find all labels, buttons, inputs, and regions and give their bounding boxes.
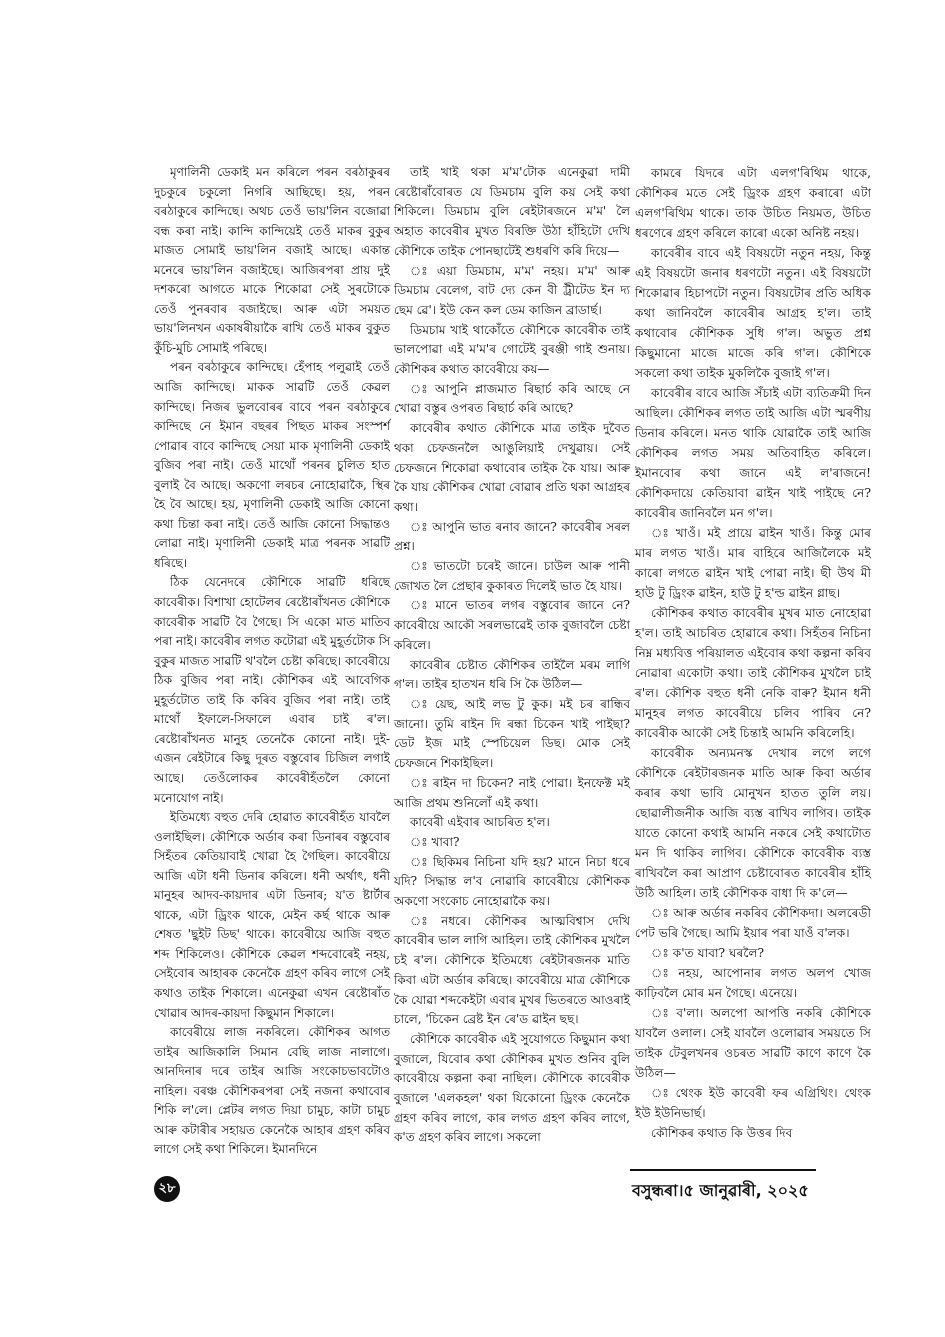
paragraph: পৰন বৰঠাকুৰে কান্দিছে। হেঁপাহ পলুৱাই তেওঁ আজি কান্দিছে। মাকক সাৱটি তেওঁ কেৱল কান্দিছে। নিজৰ ভুলবোৰৰ বাবে পৰন বৰঠাকুৰে কান্দিছে নে ইমান বছৰৰ পিছত মাকৰ সংস্পৰ্শ পোৱাৰ বাবে কান্দিছে সেয়া মাক মৃণালিনী ডেকাই বুজিব পৰা নাই। তেওঁ মাথোঁ পৰনৰ চুলিত হাত বুলাই বৈ আছে। অকণো লৰচৰ নোহোৱাকৈ, স্থিৰ হৈ বৈ আছে। হয়, মৃণালিনী ডেকাই আজি কোনো কথা চিন্তা কৰা নাই। তেওঁ আজি কোনো সিদ্ধান্তও লোৱা নাই। মৃণালিনী ডেকাই মাত্ৰ পৰনক সাৱটি ধৰিছে। xyxy=(154,360,390,570)
paragraph: ঠিক যেনেদৰে কৌশিকে সাৱটি ধৰিছে কাবেৰীক। বিশাখা হোটেলৰ ৰেষ্টোৰাঁখনত কৌশিকে কাবেৰীক সাৱটি বৈ গৈছে। সি একো মাত মাতিব পৰা নাই। কাবেৰীৰ লগত কটোৱা এই মুহূৰ্তটোক সি বুকুৰ মাজত সাৱটি থ'বলৈ চেষ্টা কৰিছে। কাবেৰীয়ে ঠিক বুজিব পৰা নাই। কৌশিকৰ এই আবেগিক মুহূৰ্তটোত তাই কি কৰিব বুজিব পৰা নাই। তাই মাথোঁ ইফালে-সিফালে এবাৰ চাই ৰ'ল। ৰেষ্টোৰাঁখনত মানুহ তেনেকৈ কোনো নাই। দুই-এজন ৰেইটাৰে কিছু দূৰত বস্তুবোৰ চিজিল লগাই আছে। তেওঁলোকৰ কাবেৰীহঁতলৈ কোনো মনোযোগ নাই। xyxy=(154,575,390,805)
paragraph: কাবেৰী এইবাৰ আচৰিত হ'ল। xyxy=(410,815,550,830)
magazine-name: বসুন্ধৰা xyxy=(632,1181,678,1200)
paragraph: কাবেৰীক অন্যমনস্ক দেখাৰ লগে লগে কৌশিকে ৰেইটাৰজনক মাতি আৰু কিবা অৰ্ডাৰ কৰাৰ কথা ভাবি মোনুখন হাতত তুলি লয়। ছোৱালীজনীক আজি ব্যস্ত ৰাখিব লাগিব। তাইক যাতে কোনো কথাই আমনি নকৰে সেই কথাটোত মন দি থাকিব লাগিব। কৌশিকে কাবেৰীক ব্যস্ত ৰাখিবলৈ কৰা আপ্ৰাণ চেষ্টাবোৰত কাবেৰীৰ হাঁহি উঠি আহিল। তাই কৌশিকক বাধা দি ক'লে— xyxy=(635,746,871,900)
paragraph: কৌশিকৰ কথাত কাবেৰীৰ মুখৰ মাত নোহোৱা হ'ল। তাই আচৰিত হোৱাৰে কথা। সিহঁতৰ নিচিনা নিম্ন মধ্যবিত্ত পৰিয়ালত এইবোৰ কথা কল্পনা কৰিব নোৱাৰা একোটা কথা। তাই কৌশিকৰ মুখলৈ চাই ৰ'ল। কৌশিক বহুত ধনী নেকি বাৰু? ইমান ধনী মানুহৰ লগত কাবেৰীয়ে চলিব পাৰিব নে? কাবেৰীক আকৌ সেই চিন্তাই আমনি কৰিলেহি। xyxy=(635,606,871,740)
paragraph: তাই খাই থকা ম'ম'টোক এনেকুৱা দামী ৰেষ্টোৰাঁবোৰত যে ডিমচাম বুলি কয় সেই কথা শিকিলে। ডিমচাম বুলি ৰেইটাৰজনে ম'ম' লৈ অহাত কাবেৰীৰ মুখত বিৰক্তি উঠা হাঁহিটো দেখি কৌশিকে তাইক পোনছাটেই শুধৰণি কৰি দিয়ে— xyxy=(394,165,630,258)
column-1 xyxy=(154,163,390,1160)
paragraph: কাবেৰীয়ে লাজ নকৰিলে। কৌশিকৰ আগত তাইৰ আজিকালি সিমান বেছি লাজ নালাগে। আনদিনাৰ দৰে তাইৰ আজি সংকোচভাবটোও নাহিল। বৰঞ্চ কৌশিকৰপৰা সেই নজনা কথাবোৰ শিকি ল'লে। প্লেটৰ লগত দিয়া চামুচ, কাটা চামুচ আৰু কটাৰীৰ সহায়ত কেনেকৈ আহাৰ গ্ৰহণ কৰিব লাগে সেই কথা শিকিলে। ইমানদিনে xyxy=(154,1025,390,1157)
paragraph: ঃ ৰাইন দা চিকেন? নাই পোৱা। ইনফেক্ট মই আজি প্ৰথম শুনিলোঁ এই কথা। xyxy=(394,775,630,810)
paragraph: ঃ এয়া ডিমচাম, ম'ম' নহয়। ম'ম' আৰু ডিমচাম বেলেগ, বাট দ্যে কেন বী ট্ৰীটেড ইন দ্য ছেম ৱে'। ইউ কেন কল ডেম কাজিন ব্ৰাডাৰ্ছ। xyxy=(394,263,630,317)
paragraph: ঃ ক'ত যাবা? ঘৰলৈ? xyxy=(651,946,765,960)
paragraph: ঃ থেংক ইউ কাবেৰী ফৰ এগ্ৰিথিং। থেংক ইউ ইউনিভাৰ্ছ। xyxy=(635,1086,871,1120)
paragraph: কামৰে যিদৰে এটা এলগ'ৰিথিম থাকে, কৌশিকৰ মতে সেই ড্ৰিংক গ্ৰহণ কৰাৰো এটা এলগ'ৰিথিম থাকে। তাক উচিত নিয়মত, উচিত ধৰণেৰে গ্ৰহণ কৰিলে কাৰো একো অনিষ্ট নহয়। xyxy=(635,166,871,240)
paragraph: কাবেৰীৰ কথাত কৌশিকে মাত্ৰ তাইক দুবৈত থকা চেফজনলৈ আঙুলিয়াই দেখুৱায়। সেই চেফজনে শিকোৱা কথাবোৰ তাইক কৈ যায়। আৰু কৈ যায় কৌশিকৰ খোৱা বোৱাৰ প্ৰতি থকা আগ্ৰহৰ কথা। xyxy=(394,421,630,514)
paragraph: কৌশিকে কাবেৰীক এই সুযোগতে কিছুমান কথা বুজালে, যিবোৰ কথা কৌশিকৰ মুখত শুনিব বুলি কাবেৰীয়ে কল্পনা কৰা নাছিল। কৌশিকে কাবেৰীক বুজালে 'এলকহল' থকা যিকোনো ড্ৰিংক কেনেকৈ গ্ৰহণ কৰিব লাগে, কাৰ লগত গ্ৰহণ কৰিব লাগে, ক'ত গ্ৰহণ কৰিব লাগে। সকলো xyxy=(394,1031,630,1145)
footer-rule xyxy=(630,1169,816,1171)
paragraph: কাবেৰীৰ বাবে এই বিষয়টো নতুন নহয়, কিন্তু এই বিষয়টো জনাৰ ধৰণটো নতুন। এই বিষয়টো শিকোৱাৰ হিচাপটো নতুন। বিষয়টোৰ প্ৰতি অধিক কথা জানিবলৈ কাবেৰীৰ আগ্ৰহ হ'ল। তাই কথাবোৰ কৌশিকক সুধি গ'ল। অভুত প্ৰশ্ন কিছুমানো মাজে মাজে কৰি গ'ল। কৌশিকে সকলো কথা তাইক মুকলিকৈ বুজাই গ'ল। xyxy=(635,246,871,380)
paragraph: ঃ আপুনি ভাত ৰনাব জানে? কাবেৰীৰ সৰল প্ৰশ্ন। xyxy=(394,519,630,554)
paragraph: ঃ আপুনি প্লাজমাত ৰিছাৰ্চ কৰি আছে নে খোৱা বস্তুৰ ওপৰত ৰিছাৰ্চ কৰি আছে? xyxy=(394,381,630,416)
paragraph: ঃ মানে ভাতৰ লগৰ বস্তুবোৰ জানে নে? কাবেৰীয়ে আকৌ সৰলভাৱেই তাক বুজাবলৈ চেষ্টা কৰিলে। xyxy=(394,598,630,652)
paragraph: ঃ আৰু অৰ্ডাৰ নকৰিব কৌশিকদা। অলৰেডী পেট ভৰি গৈছে। আমি ইয়াৰ পৰা যাওঁ ব'লক। xyxy=(635,906,871,940)
paragraph: ঃ ছিকিমৰ নিচিনা যদি হয়? মানে নিচা ধৰে যদি? সিদ্ধান্ত ল'ব নোৱাৰি কাবেৰীয়ে কৌশিকক অকণো সংকোচ নোহোৱাকৈ কয়। xyxy=(394,854,630,909)
paragraph: কৌশিকৰ কথাত কি উত্তৰ দিব xyxy=(651,1126,793,1140)
paragraph: ঃ নধৰে। কৌশিকৰ আত্মবিশ্বাস দেখি কাবেৰীৰ ভাল লাগি আহিল। তাই কৌশিকৰ মুখলৈ চই ৰ'ল। কৌশিকে ইতিমধ্যে ৰেইটাৰজনক মাতি কিবা এটা অৰ্ডাৰ কৰিছে। কাবেৰীয়ে মাত্ৰ কৌশিকে কৈ যোৱা শব্দকেইটা এবাৰ মুখৰ ভিতৰতে আওৰাই চালে, 'চিকেন ব্ৰেষ্ট ইন ৰে'ড ৱাইন ছছ। xyxy=(394,913,630,1027)
footer-text xyxy=(632,1178,809,1205)
paragraph: ঃ খাওঁ। মই প্ৰায়ে ৱাইন খাওঁ। কিন্তু মোৰ মাৰ লগত খাওঁ। মাৰ বাহিৰে আজিলৈকে মই কাৰো লগতে ৱাইন খাই পোৱা নাই। ছী উথ মী হাউ টু ড্ৰিংক ৱাইন, হাউ টু হ'ল্ড ৱাইন গ্লাছ। xyxy=(635,526,871,600)
column-2 xyxy=(394,163,630,1148)
paragraph: মৃণালিনী ডেকাই মন কৰিলে পৰন বৰঠাকুৰৰ দুচকুৰে চকুলো নিগৰি আছিছে। হয়, পৰন বৰঠাকুৰে কান্দিছে। অথচ তেওঁ ভায়'লিন বজোৱা বন্ধ কৰা নাই। কান্দি কান্দিয়েই তেওঁ মাকৰ বুকুৰ মাজত সোমাই ভায়'লিন বজাই আছে। একান্ত মনেৰে ভায়'লিন বজাইছে। আজিৰপৰা প্ৰায় দুই দশকৰো আগতে মাকে শিকোৱা সেই সুৰটোকে তেওঁ পুনৰবাৰ বজাইছে। আৰু এটা সময়ত ভায়'লিনখন একাষৰীয়াকৈ ৰাখি তেওঁ মাকৰ বুকুত কুঁচি-মুচি সোমাই পৰিছে। xyxy=(154,165,390,355)
paragraph: ঃ খাবা? xyxy=(410,834,460,849)
page-number: ২৮ xyxy=(154,1176,180,1202)
paragraph: কাবেৰীৰ চেষ্টাত কৌশিকৰ তাইলৈ মৰম লাগি গ'ল। তাইৰ হাতখন ধৰি সি কৈ উঠিল— xyxy=(394,657,630,692)
paragraph: ঃ ভাতটো চৰেই জানে। চাউল আৰু পানী জোখত লৈ প্ৰেছাৰ কুকাৰত দিলেই ভাত হৈ যায়। xyxy=(394,559,630,593)
paragraph: কাবেৰীৰ বাবে আজি সঁচাই এটা ব্যতিক্ৰমী দিন আছিল। কৌশিকৰ লগত তাই আজি এটা স্মৰণীয় ডিনাৰ কৰিলে। মনত থাকি যোৱাকৈ তাই আজি কৌশিকৰ লগত সময় অতিবাহিত কৰিলে। ইমানবোৰ কথা জানে এই ল'ৰাজনে! কৌশিকদায়ে কেতিয়াবা ৱাইন খাই পাইছে নে? কাবেৰীৰ জানিবলৈ মন গ'ল। xyxy=(635,386,871,520)
paragraph: ইতিমধ্যে বহুত দেৰি হোৱাত কাবেৰীহঁত যাবলৈ ওলাইছিল। কৌশিকে অৰ্ডাৰ কৰা ডিনাৰৰ বস্তুবোৰ সিহঁতৰ কেতিয়াবাই খোৱা হৈ গৈছিল। কাবেৰীয়ে আজি এটা ধনী ডিনাৰ কৰিলে। ধনী অৰ্থাৎ, ধনী মানুহৰ আদব-কায়দাৰ এটা ডিনাৰ; য'ত ষ্টাৰ্টাৰ থাকে, এটা ড্ৰিংক থাকে, মেইন কৰ্ছ থাকে আৰু শেষত 'ছুইট ডিছ' থাকে। কাবেৰীয়ে আজি বহুত শব্দ শিকিলেও। কৌশিকে কেৱল শব্দবোৰেই নহয়, সেইবোৰ আহাৰক কেনেকৈ গ্ৰহণ কৰিব লাগে সেই কথাও তাইক শিকালে। এনেকুৱা এখন ৰেষ্টোৰাঁত খোৱাৰ আদৰ-কায়দা কিছুমান শিকালে। xyxy=(154,810,390,1020)
issue-date: ৫ জানুৱাৰী, ২০২৫ xyxy=(683,1181,809,1200)
paragraph: ঃ য়েছ, আই লভ টু কুক। মই চৰ ৰান্ধিব জানো। তুমি ৰাইন দি ৰন্ধা চিকেন খাই পাইছা? ডেট ইজ মাই স্পেচিয়েল ডিছ। মোক সেই চেফজনে শিকাইছিল। xyxy=(394,696,630,771)
paragraph: ঃ নহয়, আপোনাৰ লগত অলপ খোজ কাঢ়িবলৈ মোৰ মন গৈছে। এনেয়ে। xyxy=(635,966,871,1000)
column-3 xyxy=(635,163,871,1143)
paragraph: ঃ ব'লা। অলপো আপত্তি নকৰি কৌশিকে যাবলৈ ওলাল। সেই যাবলৈ ওলোৱাৰ সময়তে সি তাইক টেবুলখনৰ ওচৰত সাৱটি কাণে কাণে কৈ উঠিল— xyxy=(635,1006,871,1080)
issue-separator: । xyxy=(677,1181,684,1200)
paragraph: ডিমচাম খাই থাকোঁতে কৌশিকে কাবেৰীক তাই ভালপোৱা এই ম'ম'ৰ গোটেই বুৰঞ্জী গাই শুনায়। কৌশিকৰ কথাত কাবেৰীয়ে কয়— xyxy=(394,322,630,377)
